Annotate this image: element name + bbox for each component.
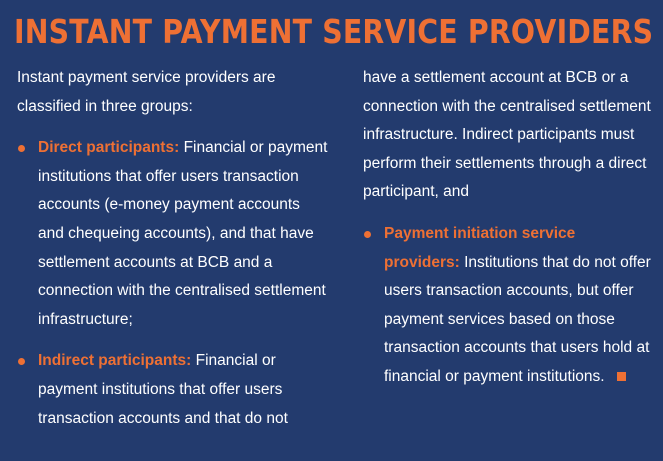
- group-description: Institutions that do not offer users transaction accounts, but offer payment services based on those transaction accounts that users hold at financial or payment institutions.: [384, 253, 651, 385]
- group-term: Direct participants:: [38, 139, 180, 157]
- group-description-continued: have a settlement account at BCB or a connection with the centralised settlement infrastructure. Indirect participants must perform their settlements through a direct participant, and: [363, 69, 651, 201]
- bullet-icon: [364, 231, 371, 238]
- provider-group-list-continued: [363, 220, 655, 392]
- group-description: Financial or payment institutions that offer users transaction accounts (e-money payment accounts and chequeing accounts), and that have settlement accounts at BCB and a connection with the centralised settlement infrastructure;: [38, 139, 328, 328]
- end-of-article-icon: [617, 372, 626, 381]
- group-term: Payment initiation service providers:: [384, 224, 576, 271]
- list-item-indirect-participants: [17, 347, 329, 433]
- group-description: Financial or payment institutions that offer users transaction accounts and that do not: [38, 352, 288, 427]
- list-item-direct-participants: [17, 134, 329, 334]
- right-column: [363, 64, 655, 405]
- left-column: [17, 64, 329, 446]
- bullet-icon: [18, 358, 25, 365]
- provider-group-list: [17, 134, 329, 433]
- group-term: Indirect participants:: [38, 352, 192, 370]
- page-title: INSTANT PAYMENT SERVICE PROVIDERS: [14, 12, 654, 51]
- bullet-icon: [18, 145, 25, 152]
- list-item-payment-initiation-providers: [363, 220, 655, 392]
- intro-text: Instant payment service providers are classified in three groups:: [17, 69, 276, 115]
